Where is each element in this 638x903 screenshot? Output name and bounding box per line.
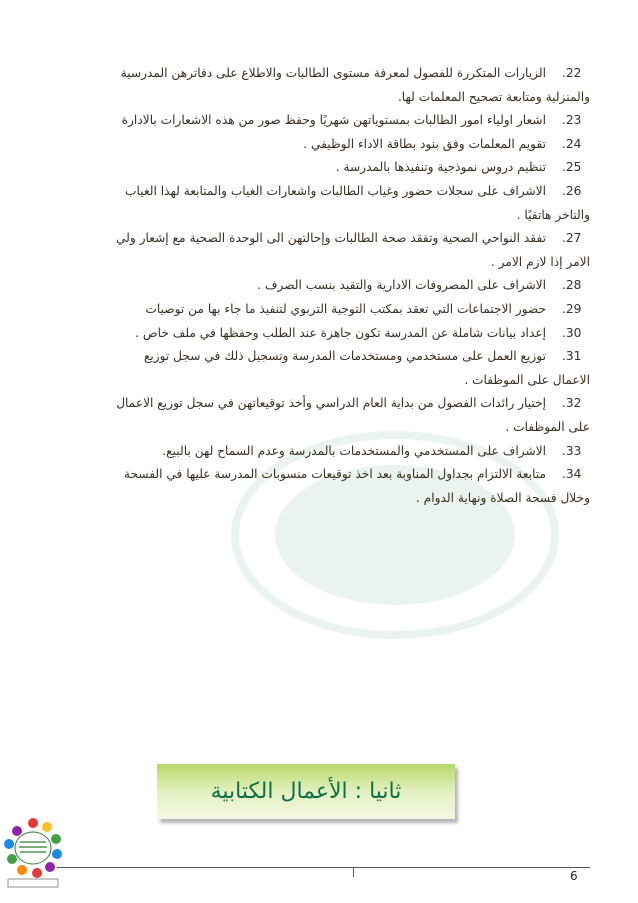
item-text: تقويم المعلمات وفق بنود بطاقة الاداء الوظيفي . bbox=[303, 136, 546, 151]
item-text: إعداد بيانات شاملة عن المدرسة تكون جاهزة عند الطلب وحفظها في ملف خاص . bbox=[135, 325, 546, 340]
item-number: .30 bbox=[562, 325, 582, 340]
item-text: حضور الاجتماعات التي تعقد بمكتب التوجية التربوي لتنفيذ ما جاء بها من توصيات bbox=[145, 301, 546, 316]
duties-list bbox=[30, 62, 590, 510]
list-item bbox=[30, 345, 590, 392]
item-continuation: الاعمال على الموظفات . bbox=[464, 372, 590, 387]
list-item bbox=[30, 180, 590, 227]
list-item bbox=[30, 440, 590, 464]
list-item bbox=[30, 62, 590, 109]
item-number: .31 bbox=[562, 349, 582, 364]
section-banner bbox=[157, 764, 455, 819]
page-number: 6 bbox=[570, 869, 578, 883]
list-item bbox=[30, 392, 590, 439]
list-item bbox=[30, 298, 590, 322]
item-text: توزيع العمل على مستخدمي ومستخدمات المدرسة وتسجيل ذلك في سجل توزيع bbox=[143, 349, 546, 364]
item-continuation: وخلال فسحة الصلاة ونهاية الدوام . bbox=[415, 490, 590, 505]
item-number: .25 bbox=[562, 160, 582, 175]
item-number: .22 bbox=[562, 66, 582, 80]
item-text: متابعة الالتزام بجداول المناوبة بعد اخذ توقيعات منسوبات المدرسة عليها في الفسحة bbox=[123, 467, 546, 482]
item-continuation: على الموظفات . bbox=[505, 419, 590, 434]
list-item bbox=[30, 322, 590, 346]
item-number: .23 bbox=[562, 113, 582, 128]
item-text: الاشراف على سجلات حضور وغياب الطالبات واشعارات الغياب والمتابعة لهذا الغياب bbox=[125, 183, 546, 198]
item-number: .28 bbox=[562, 278, 582, 293]
item-text: تنظيم دروس نموذجية وتنفيذها بالمدرسة . bbox=[335, 160, 546, 175]
item-text: الاشراف على المستخدمي والمستخدمات بالمدرسة وعدم السماح لهن بالبيع. bbox=[162, 443, 546, 458]
list-item bbox=[30, 463, 590, 510]
item-number: .32 bbox=[562, 396, 582, 411]
list-item bbox=[30, 133, 590, 157]
item-continuation: والمنزلية ومتابعة تصحيح المعلمات لها. bbox=[397, 89, 590, 104]
item-text: الزيارات المتكررة للفصول لمعرفة مستوى الطالبات والاطلاع على دفاترهن المدرسية bbox=[120, 66, 546, 80]
item-number: .27 bbox=[562, 231, 582, 246]
footer-divider bbox=[57, 867, 590, 868]
item-number: .34 bbox=[562, 467, 582, 482]
list-item bbox=[30, 156, 590, 180]
list-item bbox=[30, 109, 590, 133]
item-number: .29 bbox=[562, 301, 582, 316]
section-title: ثانيا : الأعمال الكتابية bbox=[210, 779, 402, 804]
item-continuation: والتاخر هاتفيًا . bbox=[516, 207, 590, 222]
item-number: .33 bbox=[562, 443, 582, 458]
item-text: تفقد النواحي الصحية وتفقد صحة الطالبات وإحالتهن الى الوحدة الصحية مع إشعار ولي bbox=[115, 231, 546, 246]
item-text: إختيار رائدات الفصول من بداية العام الدراسي وأخذ توقيعاتهن في سجل توزيع الاعمال bbox=[116, 396, 546, 411]
footer-divider-tick bbox=[353, 867, 354, 877]
item-number: .24 bbox=[562, 136, 582, 151]
item-continuation: الامر إذا لازم الامر . bbox=[490, 254, 590, 269]
item-text: الاشراف على المصروفات الادارية والتقيد بنسب الصرف . bbox=[257, 278, 546, 293]
item-text: اشعار اولياء امور الطالبات بمستوياتهن شهريًا وحفظ صور من هذه الاشعارات بالادارة bbox=[121, 113, 546, 128]
list-item bbox=[30, 274, 590, 298]
list-item bbox=[30, 227, 590, 274]
item-number: .26 bbox=[562, 183, 582, 198]
school-logo bbox=[4, 817, 62, 889]
